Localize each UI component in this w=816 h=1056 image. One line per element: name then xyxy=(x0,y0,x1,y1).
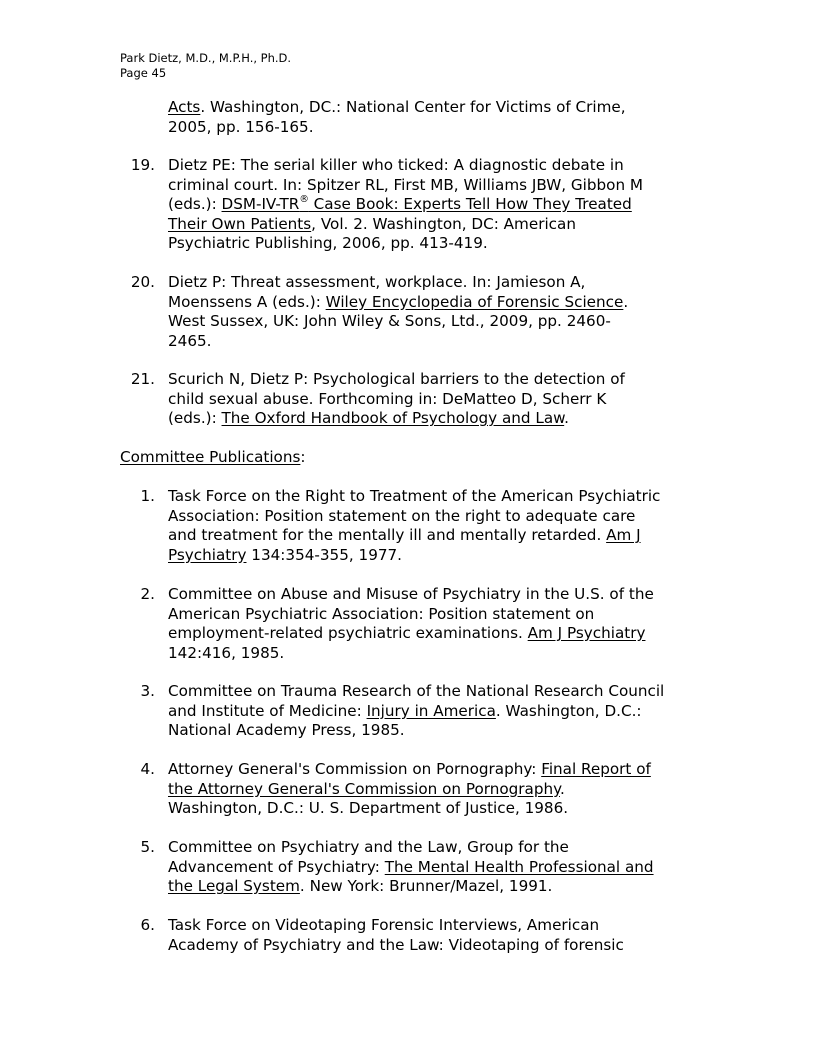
reference-line: Dietz P: Threat assessment, workplace. In: Jamieson A, xyxy=(168,273,586,291)
book-title: DSM-IV-TR® Case Book: Experts Tell How They Treated xyxy=(221,193,632,213)
reference-line: 142:416, 1985. xyxy=(168,643,285,662)
reference-number: 2. xyxy=(140,585,155,603)
reference-line: Dietz PE: The serial killer who ticked: A diagnostic debate in xyxy=(168,156,624,174)
reference-number: 21. xyxy=(130,370,155,388)
reference-line: 2005, pp. 156-165. xyxy=(168,117,314,136)
author-name: Park Dietz, M.D., M.P.H., Ph.D. xyxy=(120,51,292,65)
reference-line: Academy of Psychiatry and the Law: Videotaping of forensic xyxy=(168,935,624,954)
book-title: Acts xyxy=(168,98,201,116)
reference-line: the Attorney General's Commission on Pornography. xyxy=(168,779,565,798)
journal-title: Am J Psychiatry xyxy=(527,624,646,642)
reference-line: criminal court. In: Spitzer RL, First MB, Williams JBW, Gibbon M xyxy=(168,175,644,194)
reference-number: 5. xyxy=(140,838,155,856)
reference-number: 19. xyxy=(130,156,155,174)
reference-number: 3. xyxy=(140,682,155,700)
reference-line: Association: Position statement on the right to adequate care xyxy=(168,506,636,525)
book-title: The Oxford Handbook of Psychology and Law xyxy=(221,409,565,427)
reference-line: Task Force on Videotaping Forensic Interviews, American xyxy=(168,916,600,934)
reference-line: Attorney General's Commission on Pornography: Final Report of xyxy=(168,760,651,778)
reference-line: the Legal System. New York: Brunner/Mazel, 1991. xyxy=(168,877,553,895)
page-number: Page 45 xyxy=(120,66,167,80)
reference-line: child sexual abuse. Forthcoming in: DeMatteo D, Scherr K xyxy=(168,389,607,408)
book-title: Wiley Encyclopedia of Forensic Science xyxy=(325,292,624,311)
reference-line: Psychiatric Publishing, 2006, pp. 413-419. xyxy=(168,234,488,252)
book-title: The Mental Health Professional and xyxy=(384,857,654,876)
reference-number: 20. xyxy=(130,273,155,291)
reference-line: 2465. xyxy=(168,331,212,350)
book-title: Their Own Patients xyxy=(168,214,312,233)
reference-line: Psychiatry 134:354-355, 1977. xyxy=(168,545,403,564)
book-title: the Legal System xyxy=(168,877,300,895)
reference-line: American Psychiatric Association: Position statement on xyxy=(168,604,595,623)
book-title: Final Report of xyxy=(541,760,651,778)
reference-line: Their Own Patients, Vol. 2. Washington, DC: American xyxy=(168,214,576,233)
reference-line: Task Force on the Right to Treatment of the American Psychiatric xyxy=(168,487,661,505)
book-title: the Attorney General's Commission on Pornography xyxy=(168,779,560,798)
reference-line: Committee on Abuse and Misuse of Psychiatry in the U.S. of the xyxy=(168,585,654,603)
reference-line: Scurich N, Dietz P: Psychological barriers to the detection of xyxy=(168,370,625,388)
registered-mark: ® xyxy=(299,193,309,205)
reference-line: (eds.): DSM-IV-TR® Case Book: Experts Tell How They Treated xyxy=(168,193,632,213)
reference-number: 6. xyxy=(140,916,155,934)
page-header xyxy=(120,51,291,81)
section-heading: Committee Publications: xyxy=(120,448,306,466)
reference-line: Committee on Trauma Research of the National Research Council xyxy=(168,682,665,700)
book-title: Injury in America xyxy=(366,701,496,720)
reference-number: 4. xyxy=(140,760,155,778)
reference-line: Advancement of Psychiatry: The Mental Health Professional and xyxy=(168,857,654,876)
reference-line: employment-related psychiatric examinations. Am J Psychiatry xyxy=(168,624,646,642)
reference-line: Moenssens A (eds.): Wiley Encyclopedia of Forensic Science. xyxy=(168,292,629,311)
reference-line: and Institute of Medicine: Injury in America. Washington, D.C.: xyxy=(168,701,642,720)
reference-line: Acts. Washington, DC.: National Center for Victims of Crime, xyxy=(168,98,626,116)
reference-line: National Academy Press, 1985. xyxy=(168,721,405,739)
reference-line: (eds.): The Oxford Handbook of Psychology and Law. xyxy=(168,409,569,427)
journal-title: Am J xyxy=(606,526,641,544)
reference-number: 1. xyxy=(140,487,155,505)
reference-line: Washington, D.C.: U. S. Department of Justice, 1986. xyxy=(168,799,569,817)
reference-line: Committee on Psychiatry and the Law, Group for the xyxy=(168,838,569,856)
journal-title: Psychiatry xyxy=(168,545,247,564)
reference-line: and treatment for the mentally ill and mentally retarded. Am J xyxy=(168,526,641,544)
reference-line: West Sussex, UK: John Wiley & Sons, Ltd., 2009, pp. 2460- xyxy=(168,312,611,330)
